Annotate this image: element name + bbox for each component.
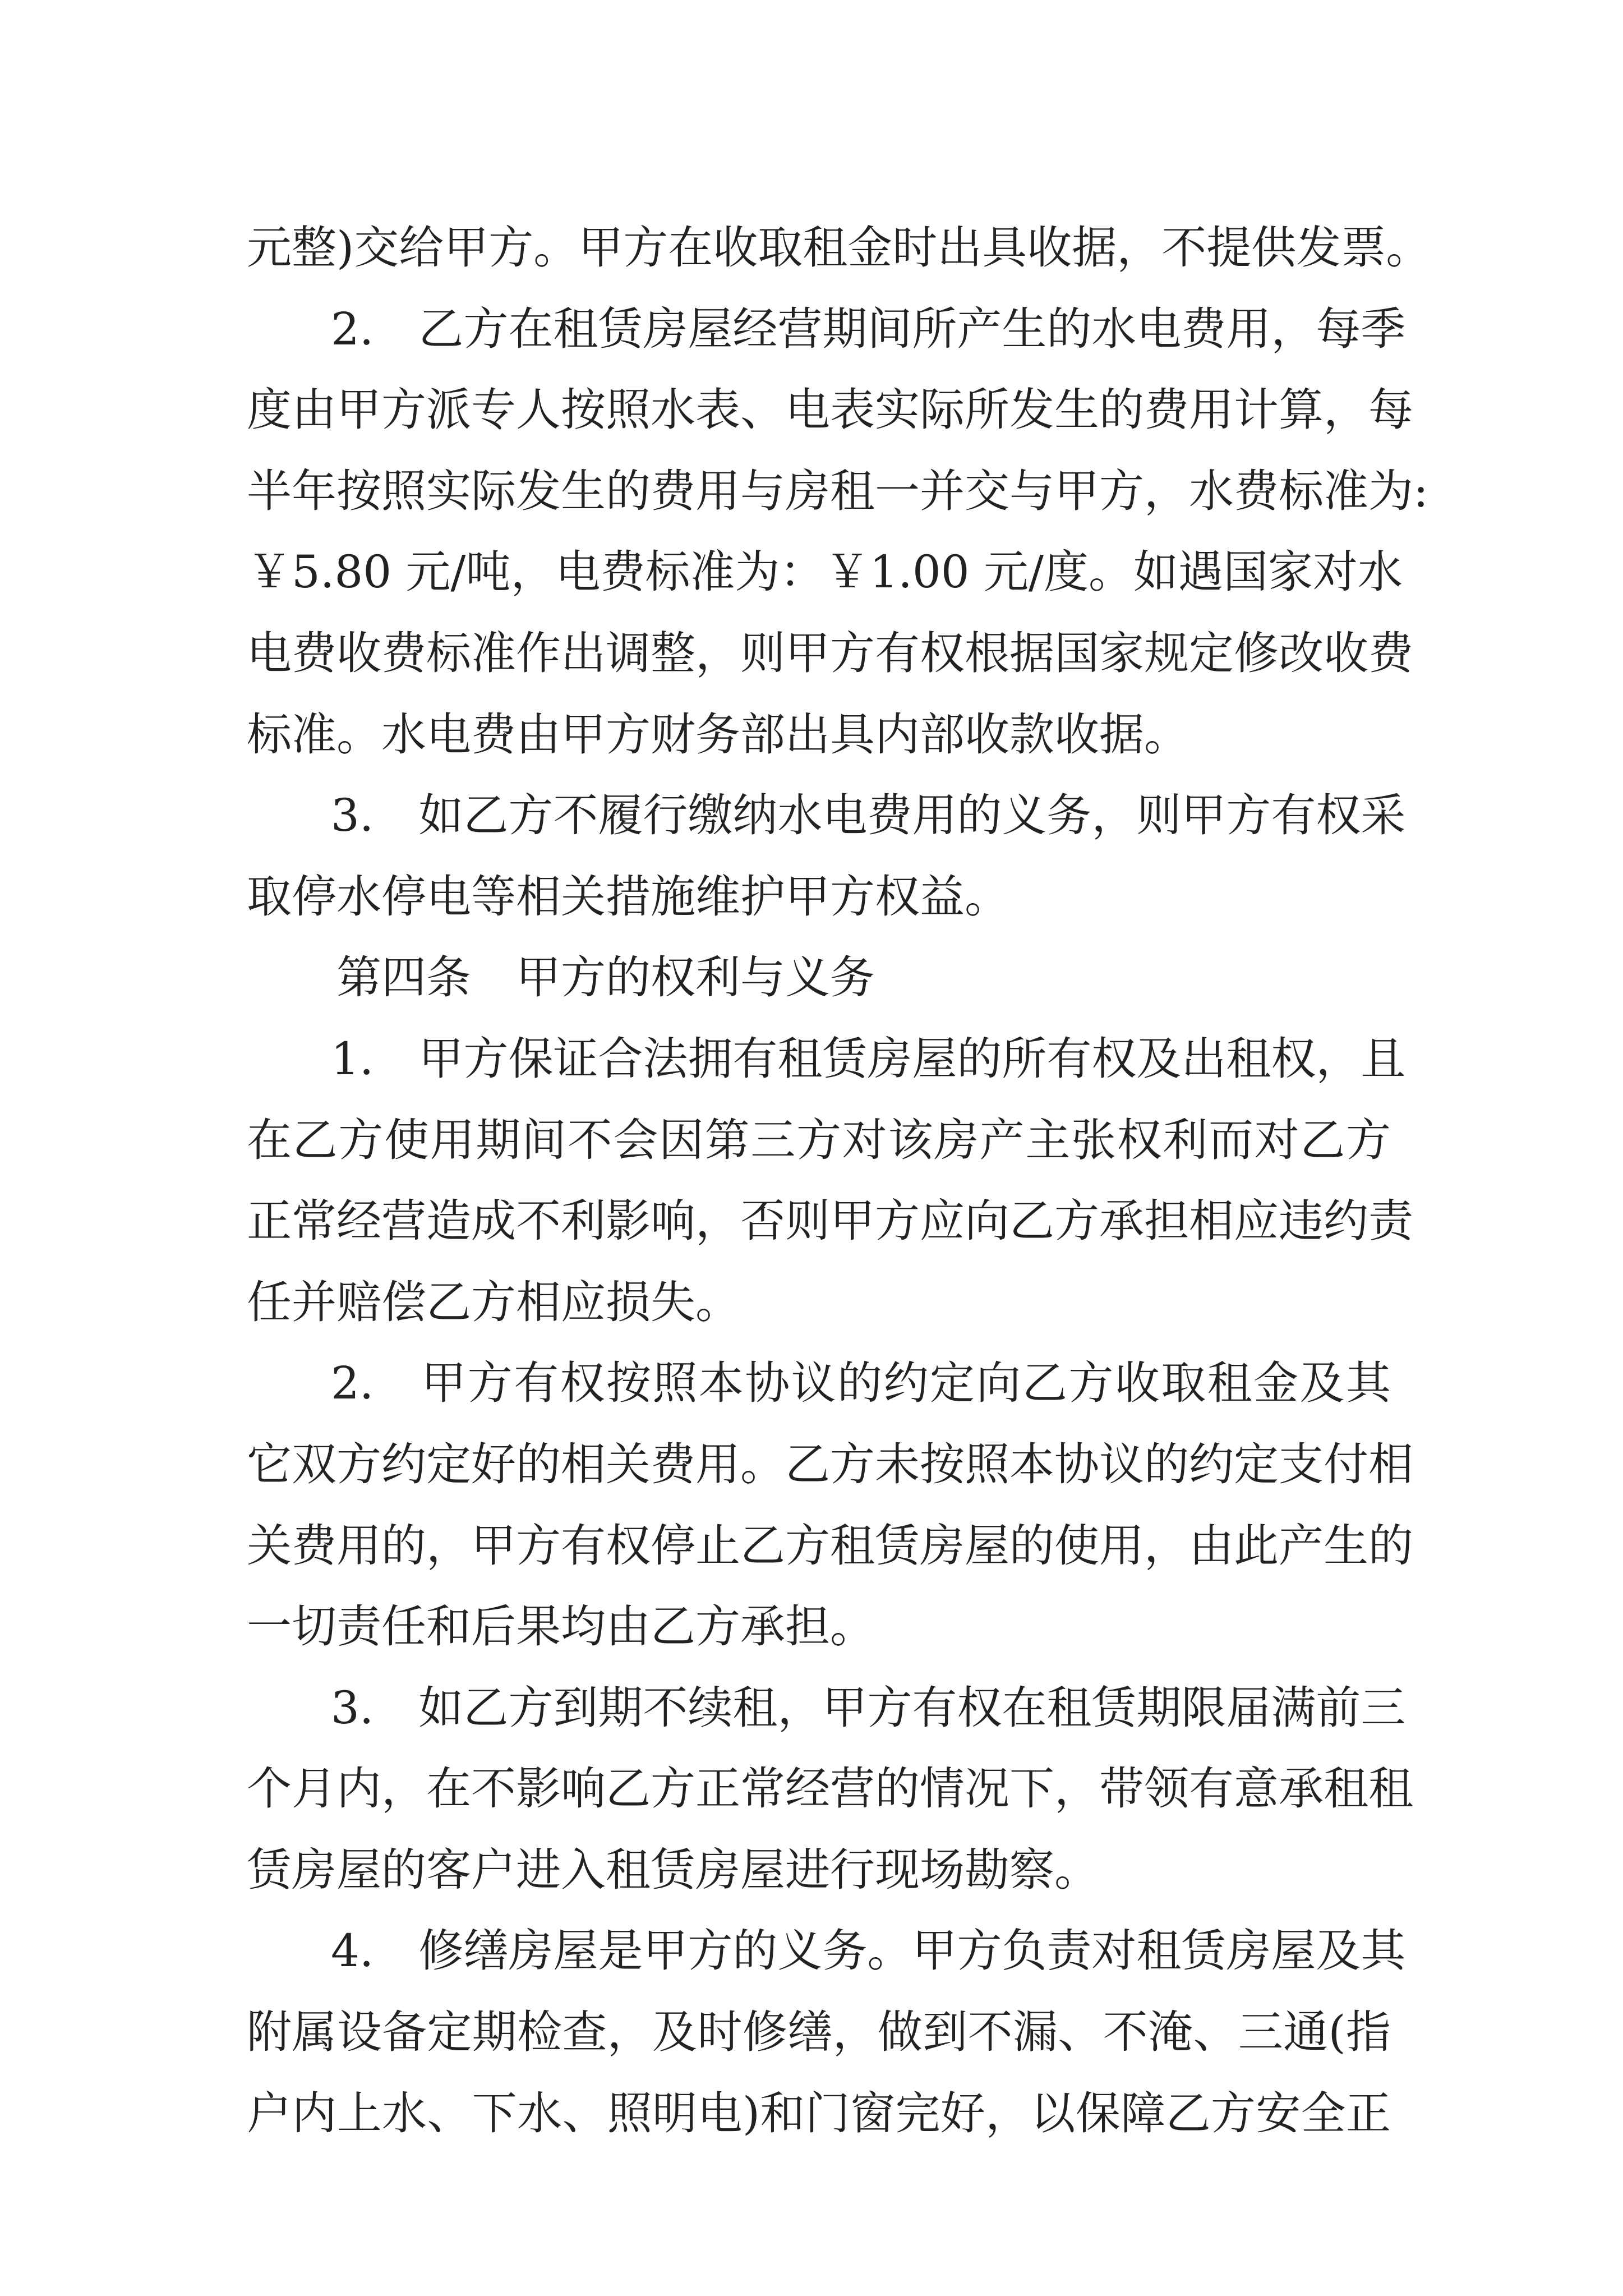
text-line: 它双方约定好的相关费用。乙方未按照本协议的约定支付相 (247, 1438, 1413, 1490)
text-line: 标准。水电费由甲方财务部出具内部收款收据。 (247, 708, 1189, 761)
text-line: 度由甲方派专人按照水表、电表实际所发生的费用计算，每 (247, 384, 1413, 436)
text-line: 赁房屋的客户进入租赁房屋进行现场勘察。 (247, 1843, 1099, 1896)
document-body (247, 208, 1431, 2154)
text-line: 3. 如乙方不履行缴纳水电费用的义务，则甲方有权采 (331, 789, 1406, 842)
text-line: 关费用的，甲方有权停止乙方租赁房屋的使用，由此产生的 (247, 1519, 1413, 1572)
text-line: 4. 修缮房屋是甲方的义务。甲方负责对租赁房屋及其 (331, 1925, 1406, 1977)
text-line: 2. 乙方在租赁房屋经营期间所产生的水电费用，每季 (331, 302, 1406, 355)
text-line: 取停水停电等相关措施维护甲方权益。 (247, 870, 1009, 923)
text-line: 3. 如乙方到期不续租，甲方有权在租赁期限届满前三 (331, 1681, 1406, 1734)
text-line: 在乙方使用期间不会因第三方对该房产主张权利而对乙方 (247, 1114, 1391, 1166)
section-heading: 第四条 甲方的权利与义务 (336, 951, 875, 1004)
text-line: ￥5.80 元/吨，电费标准为：￥1.00 元/度。如遇国家对水 (247, 546, 1403, 599)
text-line: 元整)交给甲方。甲方在收取租金时出具收据，不提供发票。 (247, 222, 1431, 274)
text-line: 1. 甲方保证合法拥有租赁房屋的所有权及出租权，且 (331, 1032, 1406, 1085)
text-line: 半年按照实际发生的费用与房租一并交与甲方，水费标准为: (247, 464, 1428, 517)
text-line: 2. 甲方有权按照本协议的约定向乙方收取租金及其 (331, 1357, 1391, 1410)
text-line: 正常经营造成不利影响，否则甲方应向乙方承担相应违约责 (247, 1195, 1413, 1248)
text-line: 个月内，在不影响乙方正常经营的情况下，带领有意承租租 (247, 1763, 1413, 1815)
text-line: 户内上水、下水、照明电)和门窗完好，以保障乙方安全正 (247, 2087, 1391, 2139)
text-line: 任并赔偿乙方相应损失。 (247, 1276, 740, 1328)
text-line: 电费收费标准作出调整，则甲方有权根据国家规定修改收费 (247, 627, 1413, 679)
text-line: 一切责任和后果均由乙方承担。 (247, 1600, 875, 1653)
text-line: 附属设备定期检查，及时修缮，做到不漏、不淹、三通(指 (247, 2006, 1391, 2059)
